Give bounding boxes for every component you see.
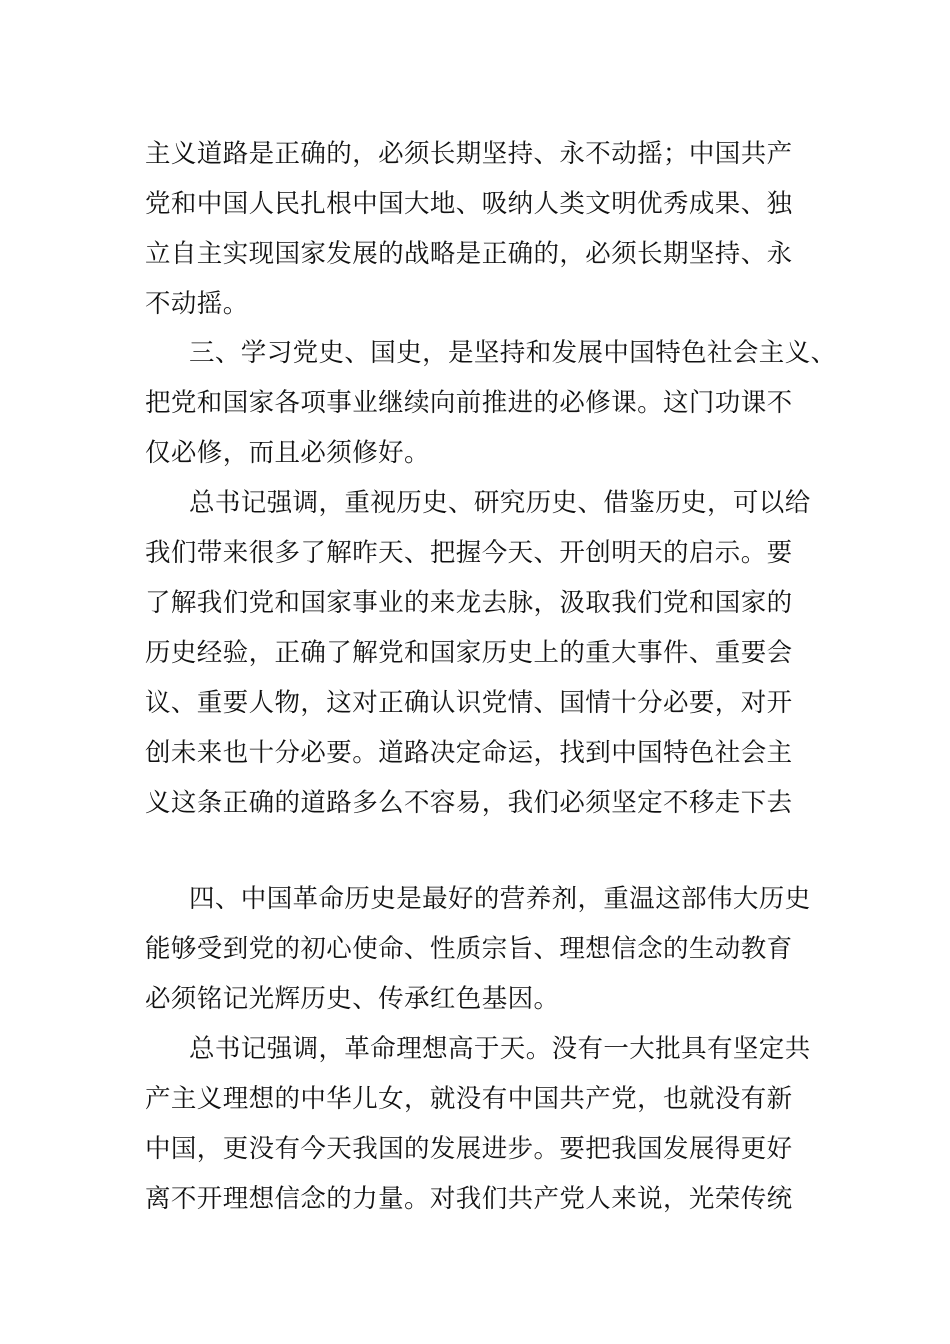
section-heading-four: 四、中国革命历史是最好的营养剂，重温这部伟大历史 xyxy=(189,884,811,914)
text-line: 产主义理想的中华儿女，就没有中国共产党，也就没有新 xyxy=(145,1084,793,1114)
text-line: 历史经验，正确了解党和国家历史上的重大事件、重要会 xyxy=(145,638,793,668)
paragraph-start: 总书记强调，重视历史、研究历史、借鉴历史，可以给 xyxy=(189,488,811,518)
text-line: 不动摇。 xyxy=(145,289,249,319)
text-line: 主义道路是正确的，必须长期坚持、永不动摇；中国共产 xyxy=(145,139,793,169)
text-line: 我们带来很多了解昨天、把握今天、开创明天的启示。要 xyxy=(145,538,793,568)
text-line: 了解我们党和国家事业的来龙去脉，汲取我们党和国家的 xyxy=(145,588,793,618)
text-line: 把党和国家各项事业继续向前推进的必修课。这门功课不 xyxy=(145,388,793,418)
paragraph-start: 总书记强调，革命理想高于天。没有一大批具有坚定共 xyxy=(189,1034,811,1064)
text-line: 仅必修，而且必须修好。 xyxy=(145,438,430,468)
text-line: 义这条正确的道路多么不容易，我们必须坚定不移走下去 xyxy=(145,788,793,818)
text-line: 中国，更没有今天我国的发展进步。要把我国发展得更好 xyxy=(145,1134,793,1164)
text-line: 必须铭记光辉历史、传承红色基因。 xyxy=(145,984,560,1014)
text-line: 离不开理想信念的力量。对我们共产党人来说，光荣传统 xyxy=(145,1184,793,1214)
section-heading-three: 三、学习党史、国史，是坚持和发展中国特色社会主义、 xyxy=(189,338,837,368)
text-line: 议、重要人物，这对正确认识党情、国情十分必要，对开 xyxy=(145,688,793,718)
text-line: 创未来也十分必要。道路决定命运，找到中国特色社会主 xyxy=(145,738,793,768)
text-line: 能够受到党的初心使命、性质宗旨、理想信念的生动教育 xyxy=(145,934,793,964)
text-line: 党和中国人民扎根中国大地、吸纳人类文明优秀成果、独 xyxy=(145,189,793,219)
text-line: 立自主实现国家发展的战略是正确的，必须长期坚持、永 xyxy=(145,239,793,269)
